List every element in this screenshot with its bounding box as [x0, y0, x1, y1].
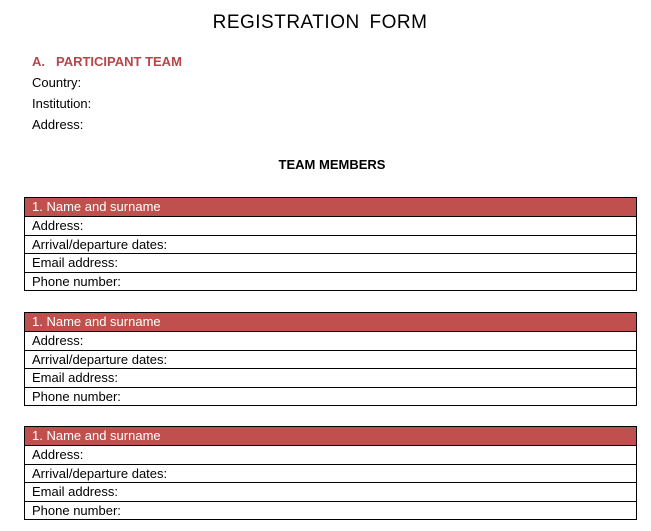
member-phone-field[interactable]: Phone number: [25, 501, 636, 520]
member-name-header[interactable]: 1. Name and surname [25, 427, 636, 445]
member-table-2 [24, 312, 637, 406]
member-address-field[interactable]: Address: [25, 445, 636, 464]
member-phone-field[interactable]: Phone number: [25, 272, 636, 291]
member-name-header[interactable]: 1. Name and surname [25, 313, 636, 331]
country-label: Country: [32, 75, 82, 90]
member-email-field[interactable]: Email address: [25, 368, 636, 387]
member-phone-field[interactable]: Phone number: [25, 387, 636, 406]
member-email-field[interactable]: Email address: [25, 482, 636, 501]
member-dates-field[interactable]: Arrival/departure dates: [25, 464, 636, 483]
address-label: Address: [32, 117, 84, 132]
member-name-header[interactable]: 1. Name and surname [25, 198, 636, 216]
member-email-field[interactable]: Email address: [25, 253, 636, 272]
section-a-title: PARTICIPANT TEAM [56, 54, 182, 69]
member-address-field[interactable]: Address: [25, 331, 636, 350]
member-address-field[interactable]: Address: [25, 216, 636, 235]
section-a-heading [32, 54, 182, 69]
section-a-number: A. [32, 54, 45, 69]
member-table-1 [24, 197, 637, 291]
member-dates-field[interactable]: Arrival/departure dates: [25, 235, 636, 254]
form-title: REGISTRATION FORM [212, 12, 428, 33]
institution-label: Institution: [32, 96, 92, 111]
member-table-3 [24, 426, 637, 520]
team-members-heading: TEAM MEMBERS [278, 157, 386, 172]
member-dates-field[interactable]: Arrival/departure dates: [25, 350, 636, 369]
